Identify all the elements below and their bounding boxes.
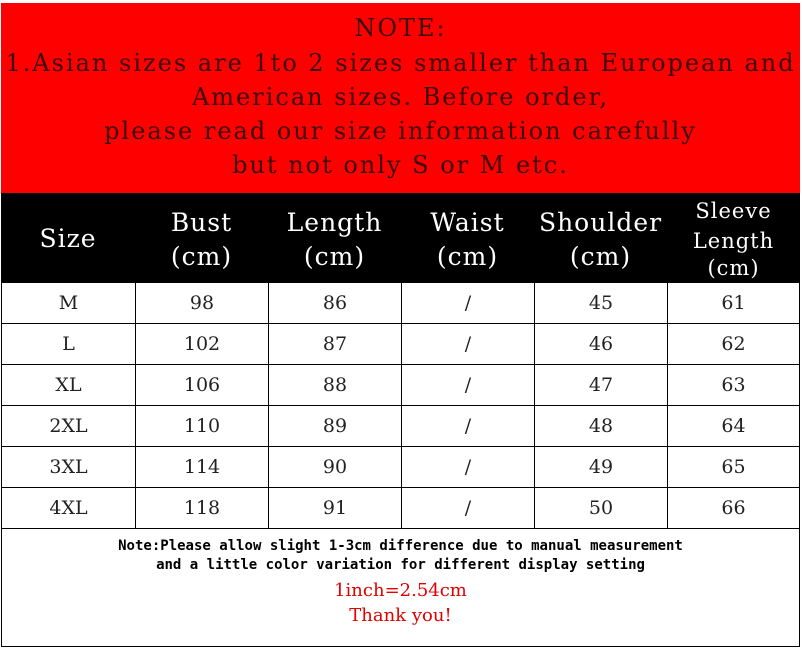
header-label: Bust	[170, 208, 233, 237]
note-title: NOTE:	[354, 14, 447, 42]
header-shoulder	[534, 193, 667, 283]
header-length	[268, 193, 401, 283]
table-row	[1, 406, 800, 447]
shoulder-cell: 47	[534, 365, 667, 405]
length-cell: 88	[268, 365, 401, 405]
sleeve-cell: 64	[667, 406, 800, 446]
waist-cell: /	[401, 283, 534, 323]
header-label: Sleeve	[695, 199, 772, 223]
table-row	[1, 447, 800, 488]
header-label: Size	[39, 224, 97, 253]
size-cell: 3XL	[1, 447, 135, 487]
header-waist	[401, 193, 534, 283]
length-cell: 87	[268, 324, 401, 364]
note-banner	[1, 3, 800, 193]
bust-cell: 98	[135, 283, 268, 323]
shoulder-cell: 46	[534, 324, 667, 364]
table-row	[1, 488, 800, 529]
waist-cell: /	[401, 406, 534, 446]
length-cell: 89	[268, 406, 401, 446]
header-bust	[135, 193, 268, 283]
note-line: 1.Asian sizes are 1to 2 sizes smaller than European and	[5, 49, 796, 77]
note-line: please read our size information carefully	[104, 117, 697, 145]
bust-cell: 118	[135, 488, 268, 528]
sleeve-cell: 62	[667, 324, 800, 364]
inch-conversion: 1inch=2.54cm	[334, 580, 467, 601]
length-cell: 90	[268, 447, 401, 487]
header-label: Shoulder	[538, 208, 663, 237]
bust-cell: 110	[135, 406, 268, 446]
sleeve-cell: 61	[667, 283, 800, 323]
shoulder-cell: 48	[534, 406, 667, 446]
shoulder-cell: 45	[534, 283, 667, 323]
table-row	[1, 283, 800, 324]
waist-cell: /	[401, 447, 534, 487]
shoulder-cell: 49	[534, 447, 667, 487]
note-line: American sizes. Before order,	[191, 83, 610, 111]
length-cell: 86	[268, 283, 401, 323]
sleeve-cell: 65	[667, 447, 800, 487]
sleeve-cell: 63	[667, 365, 800, 405]
sleeve-cell: 66	[667, 488, 800, 528]
header-label: Length	[692, 229, 775, 253]
note-line: but not only S or M etc.	[232, 151, 569, 179]
header-unit: (cm)	[436, 242, 499, 271]
waist-cell: /	[401, 488, 534, 528]
header-unit: (cm)	[170, 242, 233, 271]
header-size	[1, 193, 135, 283]
waist-cell: /	[401, 324, 534, 364]
bust-cell: 102	[135, 324, 268, 364]
table-row	[1, 365, 800, 406]
length-cell: 91	[268, 488, 401, 528]
thank-you: Thank you!	[349, 605, 452, 626]
size-cell: XL	[1, 365, 135, 405]
waist-cell: /	[401, 365, 534, 405]
header-unit: (cm)	[303, 242, 366, 271]
header-unit: (cm)	[707, 256, 760, 280]
table-header	[1, 193, 800, 283]
table-row	[1, 324, 800, 365]
header-label: Length	[286, 208, 383, 237]
header-unit: (cm)	[569, 242, 632, 271]
header-label: Waist	[430, 208, 505, 237]
bust-cell: 106	[135, 365, 268, 405]
header-sleeve-length	[667, 193, 800, 283]
size-cell: L	[1, 324, 135, 364]
size-cell: 4XL	[1, 488, 135, 528]
size-cell: 2XL	[1, 406, 135, 446]
bust-cell: 114	[135, 447, 268, 487]
color-note: and a little color variation for different display setting	[156, 557, 645, 573]
footer-note	[1, 529, 800, 647]
size-cell: M	[1, 283, 135, 323]
shoulder-cell: 50	[534, 488, 667, 528]
size-table-body	[1, 283, 800, 529]
measurement-note: Note:Please allow slight 1-3cm difference due to manual measurement	[118, 538, 683, 554]
